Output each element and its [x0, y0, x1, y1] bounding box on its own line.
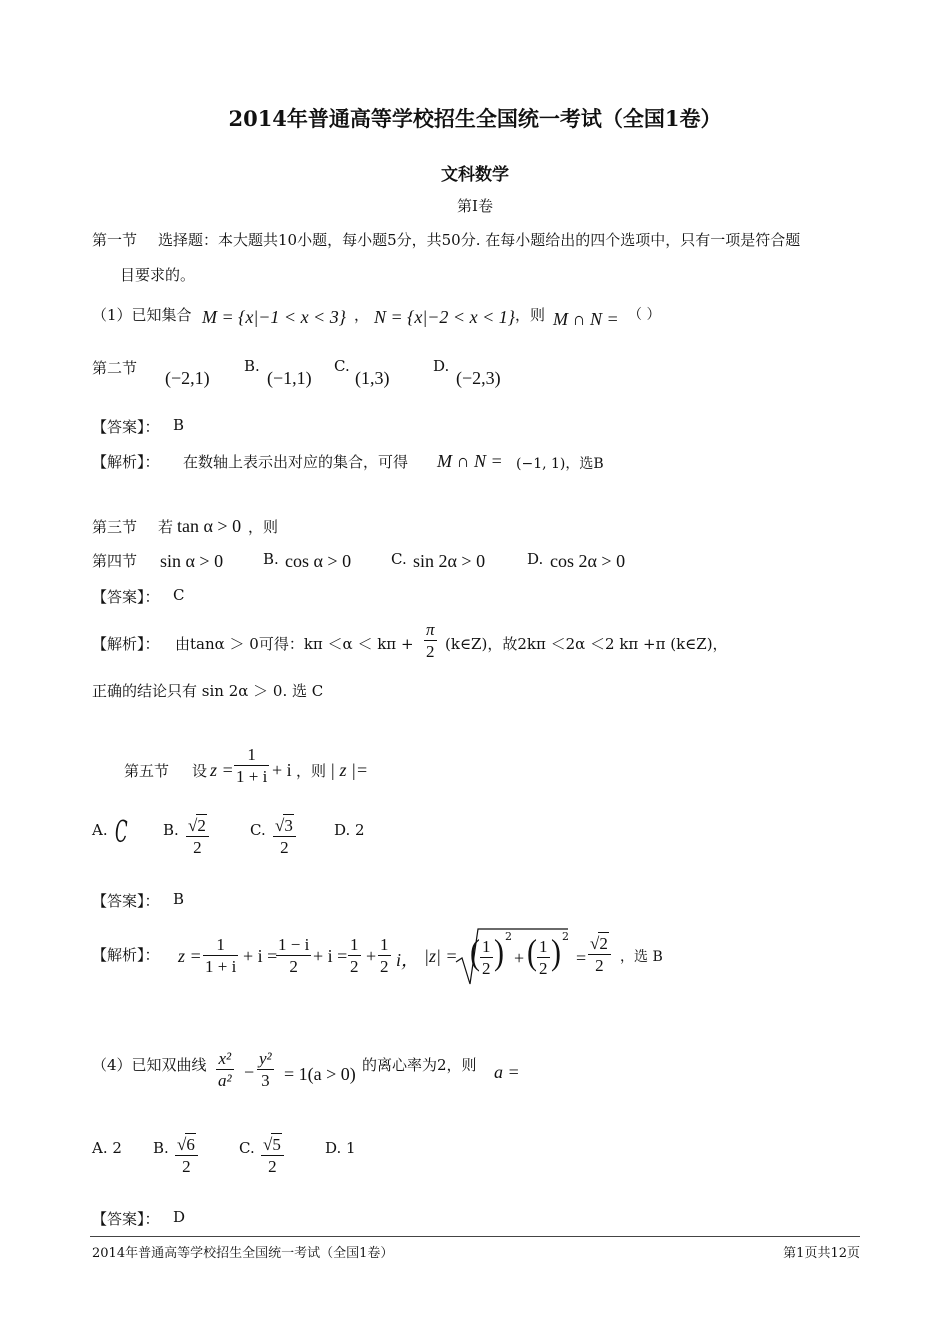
footer-title: 2014年普通高等学校招生全国统一考试（全国1卷） [92, 1246, 394, 1261]
q2-text: 若 [158, 518, 174, 536]
fraction-denominator: 3 [261, 1071, 270, 1091]
fraction-numerator: 1 [378, 934, 391, 956]
fraction-denominator: 2 [426, 642, 435, 662]
q4-answer-label: 【答案】： [92, 1210, 160, 1228]
section-intro-cont: 目要求的。 [120, 266, 196, 284]
section-label: 第一节 [92, 231, 138, 249]
q2-analysis-b: (k∈Z)，故2kπ ＜2α ＜2 kπ +π (k∈Z)， [445, 635, 728, 653]
q3-an-rparen2: ) [551, 932, 561, 973]
q4-eq: = 1(a > 0) [284, 1064, 356, 1084]
q1-analysis-text: 在数轴上表示出对应的集合，可得 [183, 453, 409, 471]
fraction-numerator: 1 [480, 936, 493, 958]
q4-a-eq: a = [494, 1062, 520, 1082]
q3-an-frac2 [276, 934, 311, 978]
q1-option-d: (−2,3) [456, 368, 501, 388]
q2-analysis-fraction [424, 619, 437, 663]
fraction-numerator: 1 [537, 936, 550, 958]
fraction-numerator: √5 [261, 1133, 284, 1156]
q3-an-i: i， [396, 950, 420, 970]
q1-comma: ， [354, 306, 370, 324]
q3-an-plus-i: + i = [243, 946, 278, 966]
q3-text: 设 [192, 762, 208, 780]
fraction-denominator: 2 [380, 957, 389, 977]
q1-options-label: 第二节 [92, 359, 138, 377]
q3-an-abs: |z| = [424, 946, 458, 966]
fraction-denominator: 2 [182, 1157, 191, 1177]
volume-label: 第Ⅰ卷 [457, 197, 493, 215]
q3-analysis-label: 【解析】： [92, 946, 160, 964]
q3-an-plus: + [366, 946, 377, 966]
q3-an-lparen2: ( [527, 932, 537, 973]
fraction-denominator: 1 + i [205, 957, 237, 977]
q3-option-d: D. 2 [334, 821, 365, 839]
q3-an-eq: = [576, 948, 587, 968]
fraction-numerator: π [424, 619, 437, 641]
fraction-denominator: 2 [482, 959, 491, 979]
q4-option-c-label: C. [239, 1139, 255, 1157]
fraction-numerator: 1 − i [276, 934, 311, 956]
q4-text: 的离心率为2，则 [362, 1056, 477, 1074]
q2-answer-label: 【答案】： [92, 588, 160, 606]
q2-option-b: cos α > 0 [285, 551, 352, 571]
q4-option-c [261, 1133, 284, 1178]
q2-analysis-line2: 正确的结论只有 sin 2α ＞ 0. 选 C [92, 682, 324, 700]
section-intro: 选择题：本大题共10小题，每小题5分，共50分. 在每小题给出的四个选项中，只有一项是符合题 [158, 231, 801, 249]
fraction-denominator: 2 [595, 956, 604, 976]
q2-option-c-label: C. [391, 550, 407, 568]
q4-answer: D [173, 1208, 186, 1226]
q4-option-b [175, 1133, 198, 1178]
fraction-numerator: 1 [234, 744, 269, 766]
q4-minus: − [244, 1062, 255, 1082]
q4-frac-x [216, 1048, 234, 1092]
q1-expr: M ∩ N = [553, 309, 619, 329]
q3-plus-i: + i [272, 760, 292, 780]
q1-option-c: (1,3) [355, 368, 390, 388]
q4-prefix: （4）已知双曲线 [92, 1056, 207, 1074]
q1-then: ，则 [515, 306, 546, 324]
q3-an-frac3 [348, 934, 361, 978]
q2-condition: tan α > 0 [177, 516, 242, 536]
radicand: 2 [599, 934, 608, 953]
fraction-numerator: √2 [186, 814, 209, 837]
radicand: 3 [284, 816, 293, 835]
q1-option-b: (−1,1) [267, 368, 312, 388]
q4-option-b-label: B. [153, 1139, 169, 1157]
q3-an-frac4 [378, 934, 391, 978]
fraction-numerator: 1 [203, 934, 238, 956]
q1-option-a: (−2,1) [165, 368, 210, 388]
q4-option-d: D. 1 [325, 1139, 356, 1157]
q1-answer: B [173, 416, 185, 434]
fraction-denominator: 2 [289, 957, 298, 977]
q3-answer-label: 【答案】： [92, 892, 160, 910]
fraction-numerator: √6 [175, 1133, 198, 1156]
q4-option-a: A. 2 [92, 1139, 122, 1157]
q1-analysis-expr: M ∩ N = [437, 451, 503, 471]
fraction-numerator: 1 [348, 934, 361, 956]
q3-answer: B [173, 890, 185, 908]
fraction-numerator: √3 [273, 814, 296, 837]
fraction-denominator: 2 [268, 1157, 277, 1177]
q1-answer-label: 【答案】： [92, 418, 160, 436]
q3-an-result [588, 932, 611, 977]
q2-option-b-label: B. [263, 550, 279, 568]
q3-option-c [273, 814, 296, 859]
q3-an-exp2: 2 [562, 930, 569, 943]
q1-paren: （ ） [628, 307, 661, 323]
q1-option-d-label: D. [433, 357, 450, 375]
footer-page-number: 第1页共12页 [783, 1246, 860, 1261]
q1-set-n: N = {x|−2 < x < 1} [374, 307, 515, 327]
q3-option-a: C [115, 815, 128, 850]
q2-options-label: 第四节 [92, 552, 138, 570]
fraction-denominator: 2 [193, 838, 202, 858]
page-subtitle: 文科数学 [441, 165, 509, 185]
q2-option-d: cos 2α > 0 [550, 551, 626, 571]
q3-label: 第五节 [124, 762, 170, 780]
fraction-denominator: a² [218, 1071, 232, 1091]
q3-abs-z: | z |= [330, 760, 369, 780]
q2-then: ，则 [248, 518, 279, 536]
q2-option-d-label: D. [527, 550, 544, 568]
fraction-numerator: y² [257, 1048, 274, 1070]
fraction-denominator: 2 [539, 959, 548, 979]
q2-analysis-label: 【解析】： [92, 635, 160, 653]
q3-fraction [234, 744, 269, 788]
q2-label: 第三节 [92, 518, 138, 536]
radicand: 5 [272, 1135, 281, 1154]
q1-option-c-label: C. [334, 357, 350, 375]
q1-prefix: （1）已知集合 [92, 306, 192, 324]
q3-option-b [186, 814, 209, 859]
fraction-numerator: x² [216, 1048, 234, 1070]
q2-option-a: sin α > 0 [160, 551, 224, 571]
fraction-denominator: 2 [350, 957, 359, 977]
q2-option-c: sin 2α > 0 [413, 551, 486, 571]
q3-an-lparen1: ( [470, 932, 480, 973]
q3-an-half1 [480, 936, 493, 980]
q2-analysis-a: 由tanα ＞ 0可得：kπ ＜α ＜ kπ + [175, 635, 414, 653]
q3-option-b-label: B. [163, 821, 179, 839]
q1-set-m: M = {x|−1 < x < 3} [202, 307, 346, 327]
q1-option-b-label: B. [244, 357, 260, 375]
footer-divider [90, 1236, 860, 1237]
q3-an-rparen1: ) [494, 932, 504, 973]
q3-option-c-label: C. [250, 821, 266, 839]
q4-frac-y [257, 1048, 274, 1092]
q3-an-plus-i2: + i = [313, 946, 348, 966]
fraction-denominator: 1 + i [236, 767, 268, 787]
q3-an-z: z = [178, 946, 202, 966]
fraction-denominator: 2 [280, 838, 289, 858]
q3-option-a-label: A. [92, 821, 108, 839]
q3-then: ，则 [296, 762, 327, 780]
q1-analysis-label: 【解析】： [92, 453, 160, 471]
radicand: 2 [197, 816, 206, 835]
q3-an-half2 [537, 936, 550, 980]
q3-z-eq: z = [210, 760, 234, 780]
q3-an-plus-sq: + [514, 948, 525, 968]
page-title: 2014年普通高等学校招生全国统一考试（全国1卷） [228, 106, 722, 131]
fraction-numerator: √2 [588, 932, 611, 955]
q3-an-end: ，选 B [620, 949, 663, 965]
q1-analysis-end: (−1, 1)，选B [516, 456, 604, 472]
q2-answer: C [173, 586, 185, 604]
q3-an-frac1 [203, 934, 238, 978]
radicand: 6 [186, 1135, 195, 1154]
q3-an-exp1: 2 [505, 930, 512, 943]
